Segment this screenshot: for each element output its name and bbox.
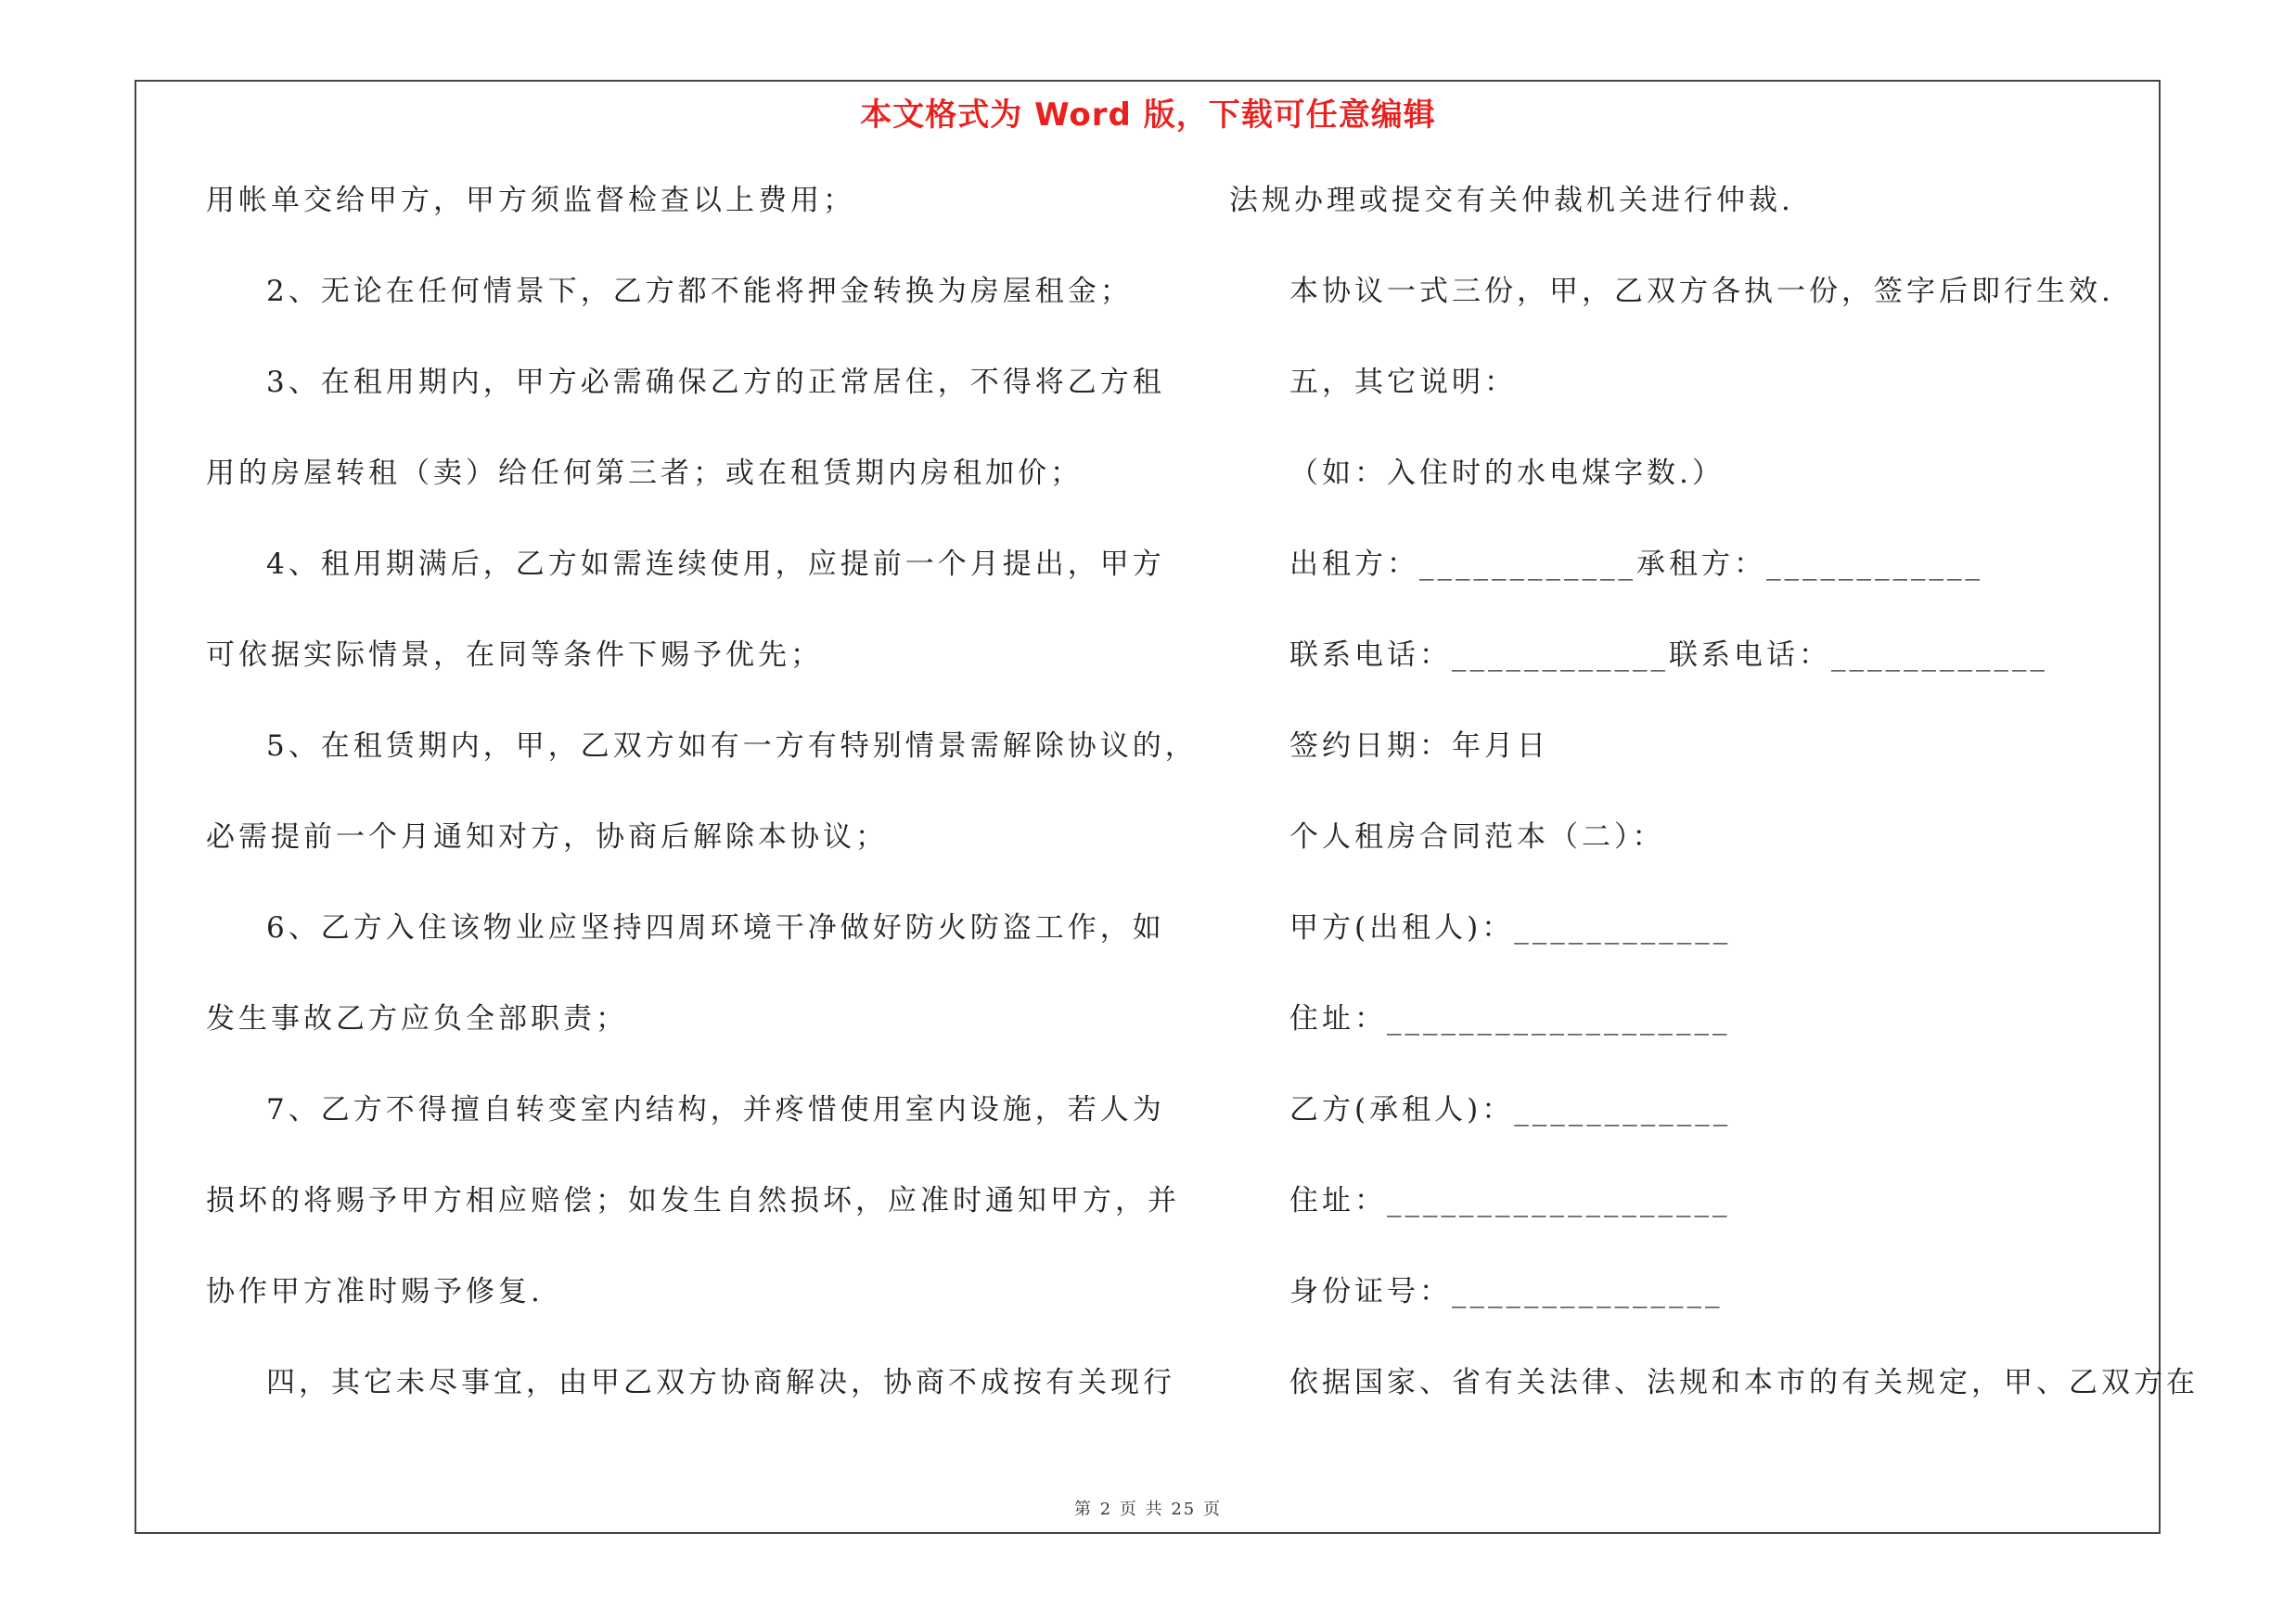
left-line-4: 用的房屋转租（卖）给任何第三者；或在租赁期内房租加价； xyxy=(206,457,1083,490)
left-line-10: 发生事故乙方应负全部职责； xyxy=(206,1002,628,1036)
left-line-7: 5、在租赁期内，甲，乙双方如有一方有特别情景需解除协议的， xyxy=(266,729,1198,763)
right-line-8: 个人租房合同范本（二）： xyxy=(1289,820,1665,854)
page-number-footer: 第 2 页 共 25 页 xyxy=(1074,1500,1222,1519)
right-line-4: （如：入住时的水电煤字数.） xyxy=(1289,457,1725,490)
right-line-5: 出租方：____________承租方：____________ xyxy=(1289,547,1983,581)
left-line-1: 用帐单交给甲方，甲方须监督检查以上费用； xyxy=(206,184,855,217)
left-line-8: 必需提前一个月通知对方，协商后解除本协议； xyxy=(206,820,888,854)
format-notice-banner: 本文格式为 Word 版，下载可任意编辑 xyxy=(860,97,1436,134)
right-line-13: 身份证号：_______________ xyxy=(1289,1275,1724,1308)
left-line-11: 7、乙方不得擅自转变室内结构，并疼惜使用室内设施，若人为 xyxy=(266,1093,1165,1127)
right-line-3: 五，其它说明： xyxy=(1289,366,1517,399)
right-line-7: 签约日期：年月日 xyxy=(1289,729,1549,763)
right-line-10: 住址：___________________ xyxy=(1289,1002,1731,1036)
right-line-1: 法规办理或提交有关仲裁机关进行仲裁. xyxy=(1229,184,1794,217)
left-line-14: 四，其它未尽事宜，由甲乙双方协商解决，协商不成按有关现行 xyxy=(266,1366,1175,1399)
right-line-14: 依据国家、省有关法律、法规和本市的有关规定，甲、乙双方在 xyxy=(1289,1366,2199,1399)
left-line-6: 可依据实际情景，在同等条件下赐予优先； xyxy=(206,638,823,672)
left-line-12: 损坏的将赐予甲方相应赔偿；如发生自然损坏，应准时通知甲方，并 xyxy=(206,1184,1180,1217)
left-line-3: 3、在租用期内，甲方必需确保乙方的正常居住，不得将乙方租 xyxy=(266,366,1165,399)
left-line-13: 协作甲方准时赐予修复. xyxy=(206,1275,544,1308)
right-line-11: 乙方(承租人)：____________ xyxy=(1289,1093,1732,1127)
right-line-2: 本协议一式三份，甲，乙双方各执一份，签字后即行生效. xyxy=(1289,275,2114,308)
right-line-12: 住址：___________________ xyxy=(1289,1184,1731,1217)
left-line-9: 6、乙方入住该物业应坚持四周环境干净做好防火防盗工作，如 xyxy=(266,911,1165,945)
right-line-9: 甲方(出租人)：____________ xyxy=(1289,911,1732,945)
left-line-5: 4、租用期满后，乙方如需连续使用，应提前一个月提出，甲方 xyxy=(266,547,1165,581)
right-line-6: 联系电话：____________联系电话：____________ xyxy=(1289,638,2048,672)
left-line-2: 2、无论在任何情景下，乙方都不能将押金转换为房屋租金； xyxy=(266,275,1133,308)
